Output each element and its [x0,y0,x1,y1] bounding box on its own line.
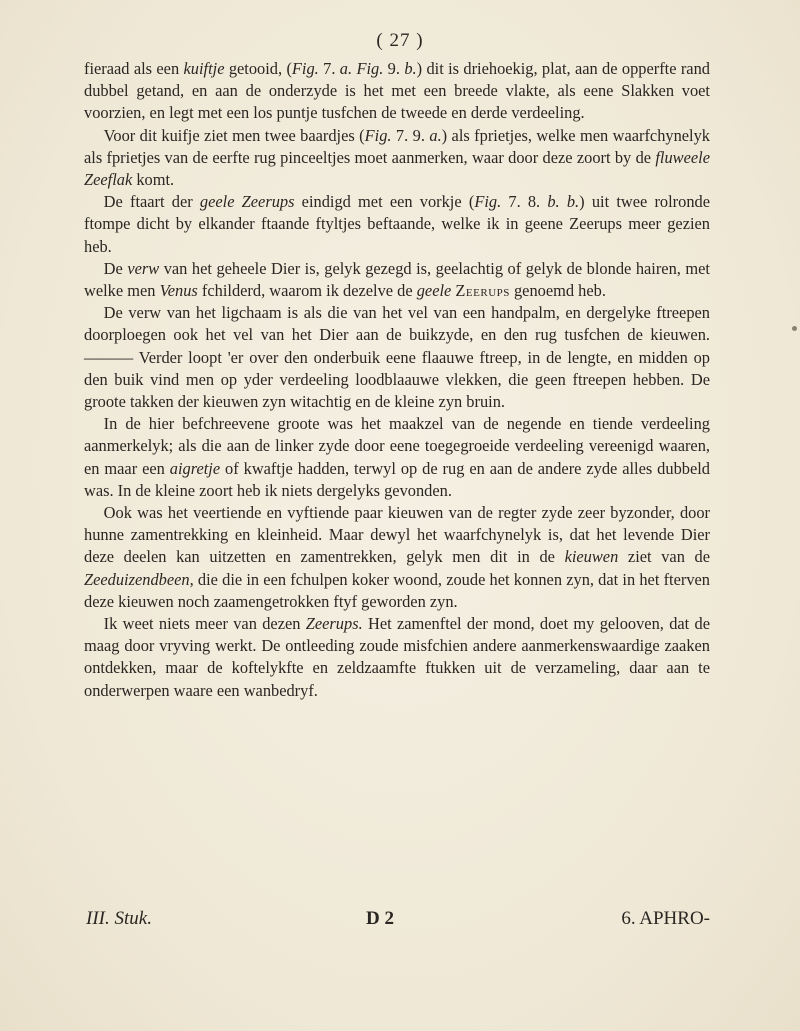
text-run: Ik weet niets meer van dezen [103,614,306,634]
italic-run: geele [416,281,452,301]
text-run: of kwaftje hadden, terwyl op de rug en aan de andere zyde alles dubbeld was. In de kleine zoort heb ik niets dergelyks gevonden. [84,458,710,500]
text-run: eindigd met een vorkje ( [294,192,475,212]
italic-run: Fig. [364,125,392,145]
paragraph [84,258,710,302]
text-run: ) dit is driehoekig, plat, aan de opperfte rand dubbel getand, en aan de onderzyde is het met een breede vlakte, als eene Slakken voet voorzien, en legt met een los puntje tusfchen de tweede en derde verdeeling. [84,59,710,123]
text-run: Het zamenftel der mond, doet my gelooven, dat de maag door vryving werkt. De ontleeding zoude misfchien andere aanmerkenswaardige zaaken ontdekken, maar de koftelykfte en zeldzaamfte ftukken uit de verzameling, daar aan te onderwerpen waare een wanbedryf. [84,614,710,700]
page-number: ( 27 ) [376,30,424,51]
italic-run: b. b. [547,192,580,212]
italic-run: verw [127,258,160,278]
italic-run: a. [339,59,353,78]
paper-speck [792,326,797,331]
catchword: 6. APHRO- [621,908,710,929]
text-run: fchilderd, waarom ik dezelve de [197,281,417,301]
text-run: fieraad als een [84,59,184,78]
signature-mark: D 2 [366,908,394,929]
italic-run: Zeeduizendbeen [84,569,190,589]
small-caps-run: Zeerups [455,281,510,301]
italic-run: Fig. [356,59,384,78]
italic-run: Venus [159,281,198,301]
text-run: , die die in een fchulpen koker woond, zoude het konnen zyn, dat in het fterven deze kieuwen noch zaamengetrokken ftyf geworden zyn. [84,569,710,611]
text-run: De ftaart der [103,192,200,212]
italic-run: Fig. [291,59,319,78]
paragraph [84,502,710,613]
italic-run: geele Zeerups [199,192,295,212]
paragraph [84,613,710,702]
text-run: 7. [318,59,340,78]
paragraph [84,125,710,192]
text-run: genoemd heb. [509,281,606,301]
volume-mark: III. Stuk. [86,908,152,929]
italic-run: fluweele Zeeflak [84,147,710,190]
text-run: getooid, ( [224,59,292,78]
text-run: ziet van de [618,547,710,567]
text-run: 9. [383,59,405,78]
paragraph [84,191,710,258]
text-run: komt. [132,170,175,190]
text-run: Ook was het veertiende en vyftiende paar kieuwen van de regter zyde zeer byzonder, door hunne zamentrekking en kleinheid. Maar dewyl het waarfchynelyk is, dat het levende Dier deze deelen kan uitzetten en zamentrekken, gelyk men dit in de [84,503,710,567]
text-run: 7. 9. [391,125,430,145]
italic-run: b. [404,59,417,78]
italic-run: kuiftje [183,59,225,78]
text-run: 7. 8. [501,192,548,212]
text-run: ) als fprietjes, welke men waarfchynelyk als fprietjes van de eerfte rug pinceeltjes moet aanmerken, waar door deze zoort by de [84,125,710,167]
text-run: In de hier befchreevene groote was het maakzel van de negende en tiende verdeeling aanmerkelyk; als die aan de linker zyde door eene toegegroeide verdeeling vereenigd waaren, en maar een [84,414,710,478]
text-run: ) uit twee rolronde ftompe dicht by elkander ftaande ftyltjes beftaande, welke ik in geene Zeerups meer gezien heb. [84,192,710,256]
text-run: van het geheele Dier is, gelyk gezegd is, geelachtig of gelyk de blonde hairen, met welke men [84,258,710,301]
text-run: De [103,258,128,278]
italic-run: kieuwen [564,547,619,567]
body-text [84,58,710,702]
italic-run: Fig. [474,192,502,212]
paragraph [84,58,710,125]
text-run: Voor dit kuifje ziet men twee baardjes ( [103,125,365,145]
italic-run: Zeerups. [305,614,363,634]
italic-run: aigretje [169,458,221,478]
text-run: De verw van het ligchaam is als die van het vel van een handpalm, en dergelyke ftreepen doorploegen ook het vel van het Dier aan de buikzyde, en den rug tusfchen de kieuwen. ——— Verder loopt 'er over den onderbuik eene flaauwe ftreep, in de lengte, en midden op den buik vind men op yder verdeeling loodblaauwe vlekken, die geen ftreepen hebben. De groote takken der kieuwen zyn witachtig en de kleine zyn bruin. [84,303,710,412]
italic-run: a. [429,125,442,145]
paragraph [84,413,710,502]
paragraph [84,302,710,413]
